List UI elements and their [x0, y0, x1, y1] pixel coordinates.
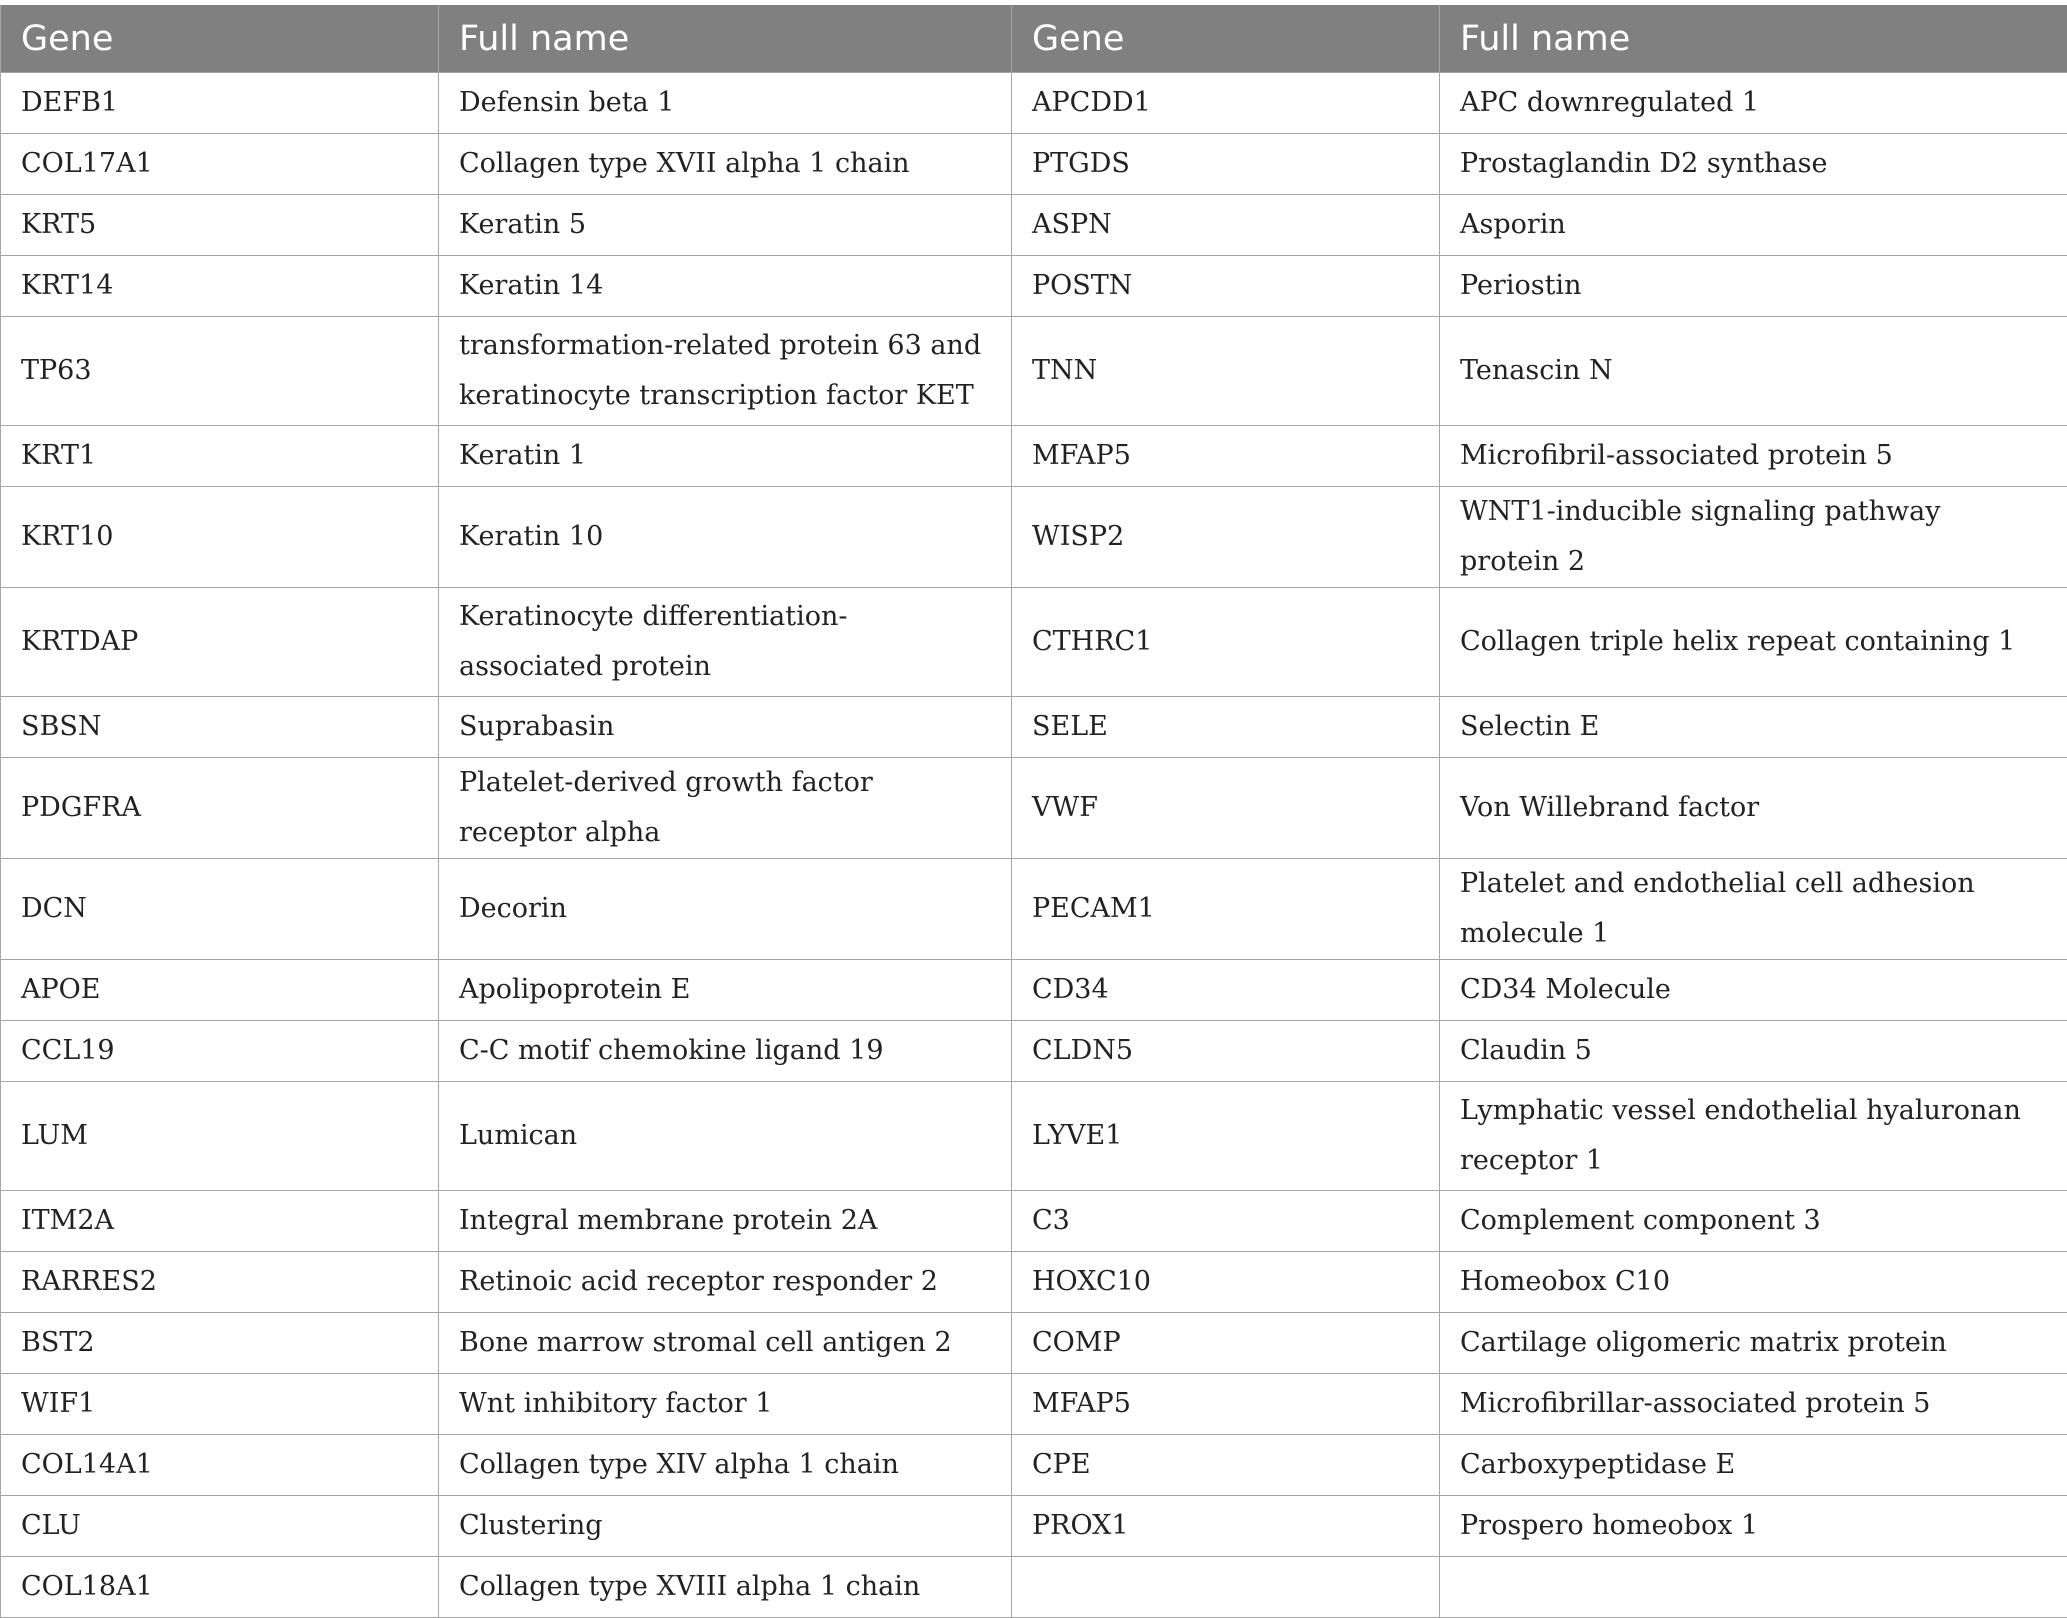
full-name-cell: Retinoic acid receptor responder 2 — [439, 1252, 1012, 1313]
full-name-cell: Platelet-derived growth factor receptor alpha — [439, 758, 1012, 859]
gene-table — [0, 5, 2067, 1618]
full-name-cell: Lymphatic vessel endothelial hyaluronan receptor 1 — [1440, 1082, 2067, 1191]
full-name-cell: Tenascin N — [1440, 317, 2067, 426]
gene-cell: COMP — [1012, 1313, 1440, 1374]
gene-cell: RARRES2 — [1, 1252, 439, 1313]
gene-cell: KRT5 — [1, 195, 439, 256]
gene-cell: DEFB1 — [1, 73, 439, 134]
full-name-cell: Microfibril-associated protein 5 — [1440, 426, 2067, 487]
gene-cell: KRT1 — [1, 426, 439, 487]
full-name-cell: Keratin 1 — [439, 426, 1012, 487]
full-name-cell: Asporin — [1440, 195, 2067, 256]
table-row — [1, 73, 2067, 134]
gene-cell: CTHRC1 — [1012, 588, 1440, 697]
header-row — [1, 5, 2067, 73]
gene-cell: SBSN — [1, 697, 439, 758]
header-full-name-1: Full name — [439, 5, 1012, 73]
gene-cell: PDGFRA — [1, 758, 439, 859]
table-row — [1, 1082, 2067, 1191]
full-name-cell: Microfibrillar-associated protein 5 — [1440, 1374, 2067, 1435]
full-name-cell: Integral membrane protein 2A — [439, 1191, 1012, 1252]
gene-cell: MFAP5 — [1012, 1374, 1440, 1435]
table-row — [1, 195, 2067, 256]
full-name-cell: Carboxypeptidase E — [1440, 1435, 2067, 1496]
table-row — [1, 487, 2067, 588]
table-row — [1, 134, 2067, 195]
gene-cell: DCN — [1, 859, 439, 960]
gene-cell: PROX1 — [1012, 1496, 1440, 1557]
gene-cell: C3 — [1012, 1191, 1440, 1252]
full-name-cell: Prospero homeobox 1 — [1440, 1496, 2067, 1557]
full-name-cell: Collagen type XVII alpha 1 chain — [439, 134, 1012, 195]
gene-cell: CLDN5 — [1012, 1021, 1440, 1082]
table-row — [1, 588, 2067, 697]
gene-cell: TP63 — [1, 317, 439, 426]
full-name-cell: Keratin 10 — [439, 487, 1012, 588]
full-name-cell: Keratin 5 — [439, 195, 1012, 256]
full-name-cell: Cartilage oligomeric matrix protein — [1440, 1313, 2067, 1374]
table-row — [1, 1021, 2067, 1082]
full-name-cell: Collagen type XVIII alpha 1 chain — [439, 1557, 1012, 1618]
gene-cell: CD34 — [1012, 960, 1440, 1021]
table-header — [1, 5, 2067, 73]
full-name-cell — [1440, 1557, 2067, 1618]
full-name-cell: Collagen triple helix repeat containing 1 — [1440, 588, 2067, 697]
table-body — [1, 73, 2067, 1618]
gene-cell: MFAP5 — [1012, 426, 1440, 487]
gene-cell: SELE — [1012, 697, 1440, 758]
table-row — [1, 1313, 2067, 1374]
gene-cell: APOE — [1, 960, 439, 1021]
full-name-cell: Keratinocyte differentiation-associated protein — [439, 588, 1012, 697]
gene-cell: VWF — [1012, 758, 1440, 859]
full-name-cell: Wnt inhibitory factor 1 — [439, 1374, 1012, 1435]
full-name-cell: Bone marrow stromal cell antigen 2 — [439, 1313, 1012, 1374]
gene-cell: CPE — [1012, 1435, 1440, 1496]
full-name-cell: APC downregulated 1 — [1440, 73, 2067, 134]
gene-cell: WISP2 — [1012, 487, 1440, 588]
header-gene-2: Gene — [1012, 5, 1440, 73]
full-name-cell: WNT1-inducible signaling pathway protein 2 — [1440, 487, 2067, 588]
table-row — [1, 1557, 2067, 1618]
gene-cell: LUM — [1, 1082, 439, 1191]
full-name-cell: Claudin 5 — [1440, 1021, 2067, 1082]
gene-cell: BST2 — [1, 1313, 439, 1374]
header-gene-1: Gene — [1, 5, 439, 73]
full-name-cell: transformation-related protein 63 and keratinocyte transcription factor KET — [439, 317, 1012, 426]
full-name-cell: C-C motif chemokine ligand 19 — [439, 1021, 1012, 1082]
gene-cell: ASPN — [1012, 195, 1440, 256]
full-name-cell: Lumican — [439, 1082, 1012, 1191]
table-row — [1, 317, 2067, 426]
full-name-cell: CD34 Molecule — [1440, 960, 2067, 1021]
full-name-cell: Prostaglandin D2 synthase — [1440, 134, 2067, 195]
gene-cell: KRTDAP — [1, 588, 439, 697]
full-name-cell: Clustering — [439, 1496, 1012, 1557]
table-row — [1, 859, 2067, 960]
gene-cell: TNN — [1012, 317, 1440, 426]
gene-cell: ITM2A — [1, 1191, 439, 1252]
full-name-cell: Periostin — [1440, 256, 2067, 317]
table-row — [1, 758, 2067, 859]
table-row — [1, 256, 2067, 317]
full-name-cell: Keratin 14 — [439, 256, 1012, 317]
table-row — [1, 697, 2067, 758]
gene-cell: POSTN — [1012, 256, 1440, 317]
gene-cell: LYVE1 — [1012, 1082, 1440, 1191]
table-row — [1, 1496, 2067, 1557]
gene-cell: WIF1 — [1, 1374, 439, 1435]
gene-cell: KRT14 — [1, 256, 439, 317]
table-row — [1, 1252, 2067, 1313]
header-full-name-2: Full name — [1440, 5, 2067, 73]
table-row — [1, 960, 2067, 1021]
full-name-cell: Complement component 3 — [1440, 1191, 2067, 1252]
gene-cell: COL17A1 — [1, 134, 439, 195]
gene-cell — [1012, 1557, 1440, 1618]
gene-cell: PTGDS — [1012, 134, 1440, 195]
full-name-cell: Homeobox C10 — [1440, 1252, 2067, 1313]
gene-cell: KRT10 — [1, 487, 439, 588]
full-name-cell: Apolipoprotein E — [439, 960, 1012, 1021]
full-name-cell: Selectin E — [1440, 697, 2067, 758]
full-name-cell: Defensin beta 1 — [439, 73, 1012, 134]
gene-cell: COL14A1 — [1, 1435, 439, 1496]
gene-cell: CLU — [1, 1496, 439, 1557]
gene-cell: PECAM1 — [1012, 859, 1440, 960]
gene-cell: HOXC10 — [1012, 1252, 1440, 1313]
gene-cell: CCL19 — [1, 1021, 439, 1082]
table-row — [1, 1191, 2067, 1252]
table-row — [1, 426, 2067, 487]
full-name-cell: Suprabasin — [439, 697, 1012, 758]
gene-cell: APCDD1 — [1012, 73, 1440, 134]
gene-cell: COL18A1 — [1, 1557, 439, 1618]
full-name-cell: Von Willebrand factor — [1440, 758, 2067, 859]
table-row — [1, 1374, 2067, 1435]
full-name-cell: Collagen type XIV alpha 1 chain — [439, 1435, 1012, 1496]
full-name-cell: Platelet and endothelial cell adhesion molecule 1 — [1440, 859, 2067, 960]
full-name-cell: Decorin — [439, 859, 1012, 960]
table-row — [1, 1435, 2067, 1496]
